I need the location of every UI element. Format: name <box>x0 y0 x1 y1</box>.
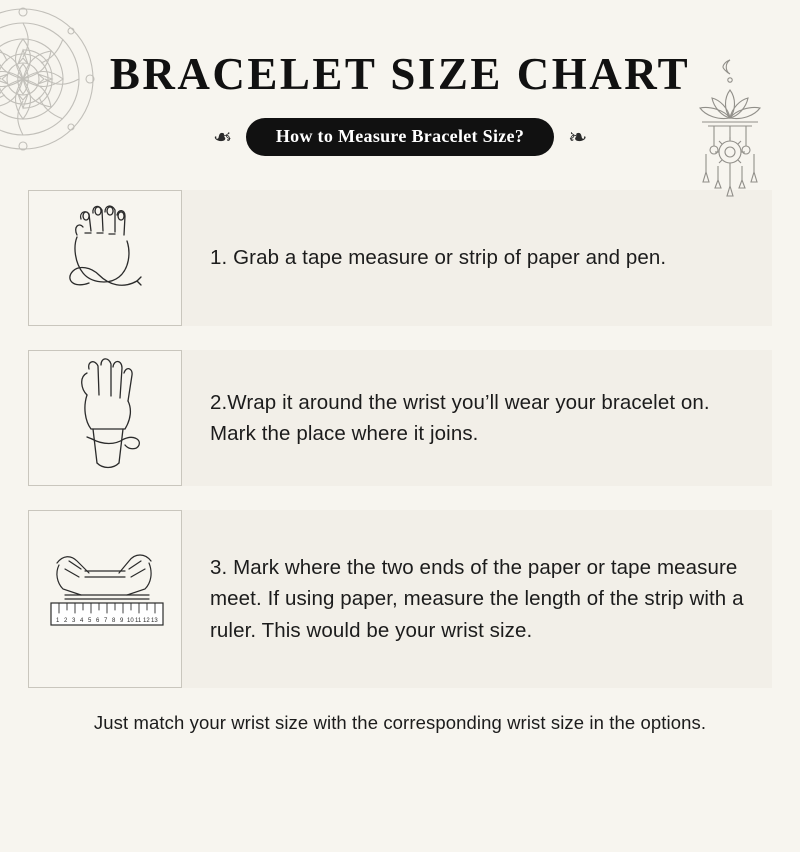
mandala-ornament <box>0 0 108 164</box>
svg-text:3: 3 <box>72 618 76 624</box>
svg-text:13: 13 <box>151 618 158 624</box>
page-title: BRACELET SIZE CHART <box>109 49 691 99</box>
svg-text:8: 8 <box>112 618 116 624</box>
svg-text:7: 7 <box>104 618 108 624</box>
list-item <box>28 350 772 486</box>
step-text: 2.Wrap it around the wrist you’ll wear your bracelet on. Mark the place where it joins. <box>210 390 710 445</box>
hands-measuring-strip-with-ruler-illustration <box>28 510 182 688</box>
svg-text:2: 2 <box>64 618 68 624</box>
subtitle-row <box>0 118 800 156</box>
flourish-right-icon: ❧ <box>568 124 588 150</box>
svg-text:12: 12 <box>143 618 150 624</box>
subtitle-pill: How to Measure Bracelet Size? <box>246 118 554 156</box>
step-text: 3. Mark where the two ends of the paper or tape measure meet. If using paper, measure the length of the strip with a ruler. This would be your wrist size. <box>210 556 744 642</box>
list-item <box>28 510 772 688</box>
footer-note: Just match your wrist size with the corresponding wrist size in the options. <box>93 712 707 733</box>
svg-text:1: 1 <box>56 618 60 624</box>
svg-text:10: 10 <box>127 618 134 624</box>
hand-wrapping-tape-around-wrist-illustration <box>28 350 182 486</box>
svg-text:6: 6 <box>96 618 100 624</box>
list-item <box>28 190 772 326</box>
hand-with-tape-measure-illustration <box>28 190 182 326</box>
lotus-ornament <box>684 54 776 204</box>
svg-text:5: 5 <box>88 618 92 624</box>
step-text: 1. Grab a tape measure or strip of paper and pen. <box>210 246 667 270</box>
svg-text:9: 9 <box>120 618 124 624</box>
steps-list <box>0 190 800 688</box>
flourish-left-icon: ❧ <box>212 124 232 150</box>
svg-text:11: 11 <box>135 618 142 624</box>
svg-text:4: 4 <box>80 618 84 624</box>
